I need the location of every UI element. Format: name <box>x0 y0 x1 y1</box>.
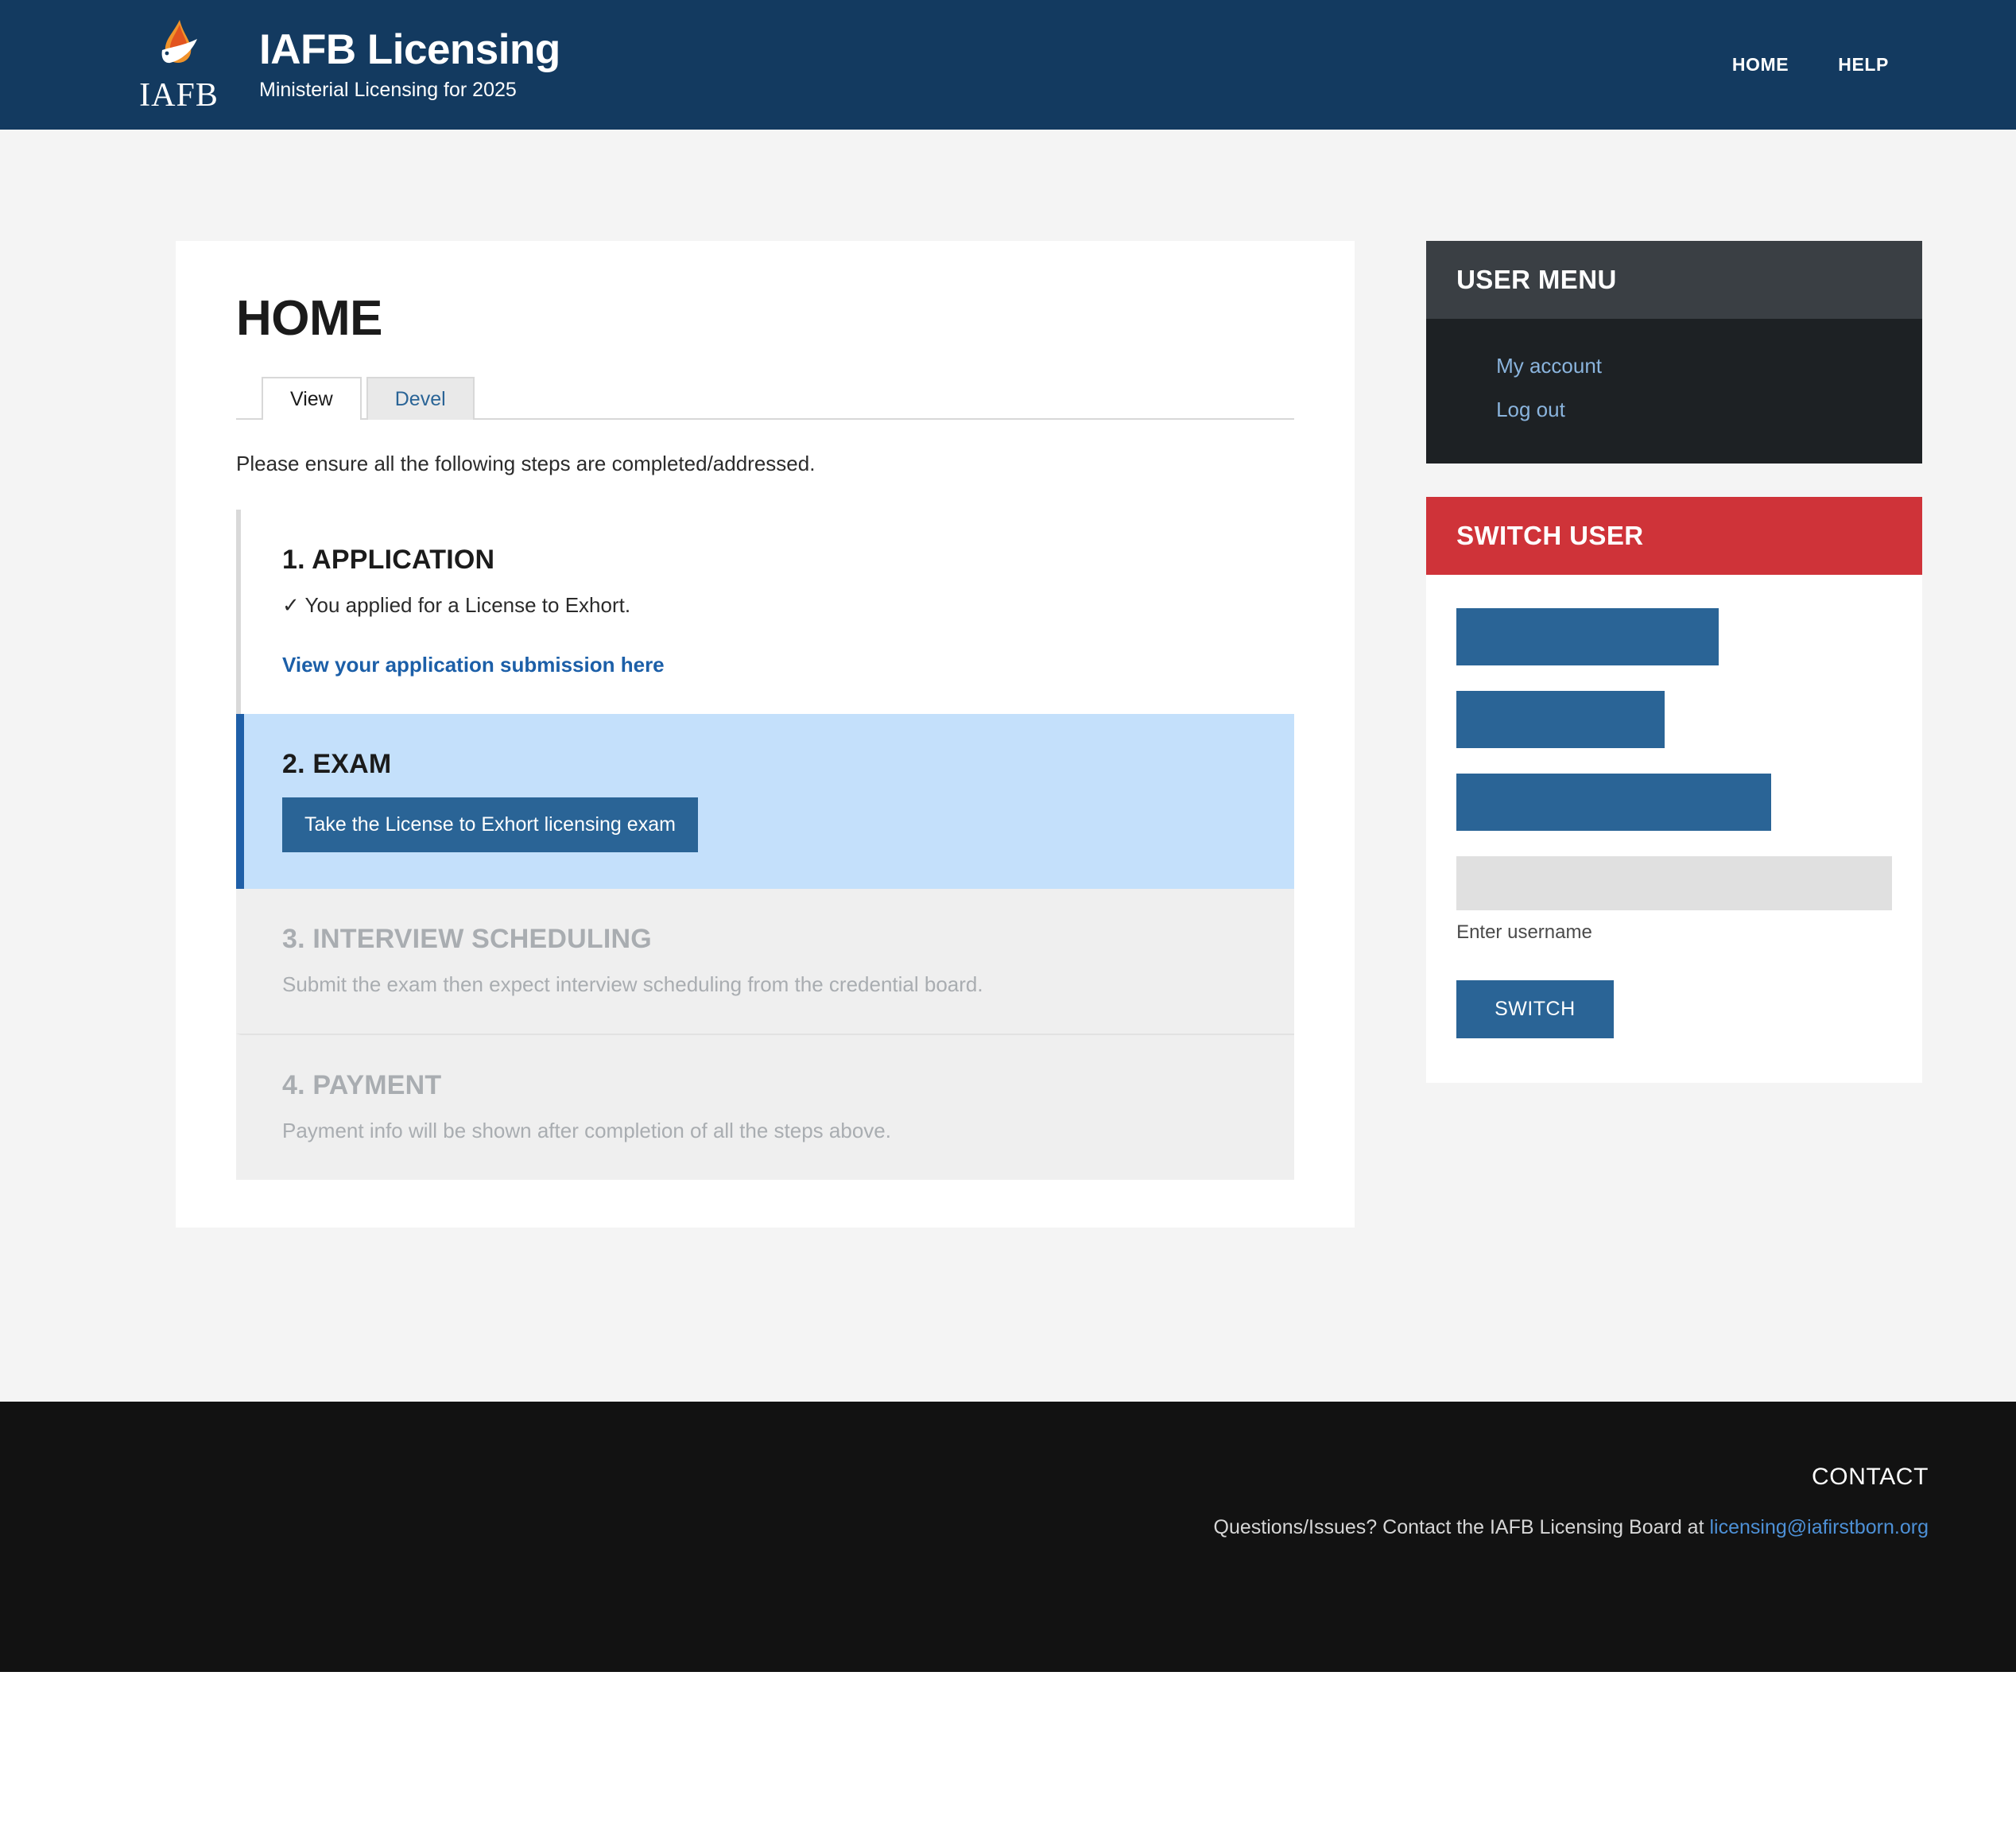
flame-dove-icon <box>148 18 210 77</box>
step-payment-title: 4. PAYMENT <box>282 1070 442 1100</box>
footer-contact-message: Questions/Issues? Contact the IAFB Licensing Board at <box>1213 1516 1710 1538</box>
switch-user-title: SWITCH USER <box>1426 497 1922 575</box>
step-interview-scheduling <box>236 889 1294 1034</box>
user-menu-body <box>1426 319 1922 464</box>
main-content-card <box>176 241 1355 1228</box>
step-interview-title: 3. INTERVIEW SCHEDULING <box>282 924 652 954</box>
username-input[interactable] <box>1456 856 1892 910</box>
switch-user-quick-button-1[interactable] <box>1456 608 1719 665</box>
primary-nav <box>1732 54 1968 76</box>
intro-text: Please ensure all the following steps are completed/addressed. <box>236 452 816 475</box>
footer-email-link[interactable]: licensing@iafirstborn.org <box>1709 1516 1929 1538</box>
sidebar <box>1426 241 1922 1083</box>
switch-user-body <box>1426 575 1922 1083</box>
brand[interactable] <box>119 10 560 121</box>
switch-button[interactable]: SWITCH <box>1456 980 1614 1038</box>
tab-devel[interactable]: Devel <box>366 377 475 420</box>
step-application-title: 1. APPLICATION <box>282 545 495 575</box>
page-title: HOME <box>236 291 382 346</box>
user-menu-panel <box>1426 241 1922 464</box>
take-exam-button[interactable]: Take the License to Exhort licensing exam <box>282 797 698 852</box>
step-exam-title: 2. EXAM <box>282 749 392 779</box>
footer-contact-text <box>87 1516 1929 1539</box>
step-payment <box>236 1034 1294 1180</box>
sidebar-item-log-out[interactable]: Log out <box>1496 398 1565 421</box>
nav-item-help[interactable]: HELP <box>1838 54 1889 75</box>
switch-user-panel <box>1426 497 1922 1083</box>
steps-list <box>236 510 1294 1180</box>
username-help-text: Enter username <box>1456 921 1592 943</box>
step-exam <box>236 714 1294 889</box>
nav-item-home[interactable]: HOME <box>1731 54 1789 75</box>
switch-user-quick-button-2[interactable] <box>1456 691 1665 748</box>
site-title: IAFB Licensing <box>259 25 560 73</box>
logo-wordmark: IAFB <box>139 76 219 114</box>
page-body <box>0 130 2016 1402</box>
sidebar-item-my-account[interactable]: My account <box>1496 354 1603 378</box>
step-payment-text: Payment info will be shown after completion of all the steps above. <box>282 1119 891 1142</box>
step-application <box>236 510 1294 714</box>
step-application-text: ✓ You applied for a License to Exhort. <box>282 593 631 617</box>
site-footer <box>0 1402 2016 1672</box>
user-menu-title: USER MENU <box>1426 241 1922 319</box>
step-interview-text: Submit the exam then expect interview scheduling from the credential board. <box>282 972 983 996</box>
site-subtitle: Ministerial Licensing for 2025 <box>259 79 517 102</box>
site-header <box>0 0 2016 130</box>
tab-view[interactable]: View <box>262 377 362 420</box>
switch-user-quick-button-3[interactable] <box>1456 774 1771 831</box>
view-application-link[interactable]: View your application submission here <box>282 653 665 677</box>
tab-bar <box>236 375 1294 420</box>
iafb-logo <box>119 10 238 121</box>
footer-contact-title: CONTACT <box>1812 1464 1929 1490</box>
